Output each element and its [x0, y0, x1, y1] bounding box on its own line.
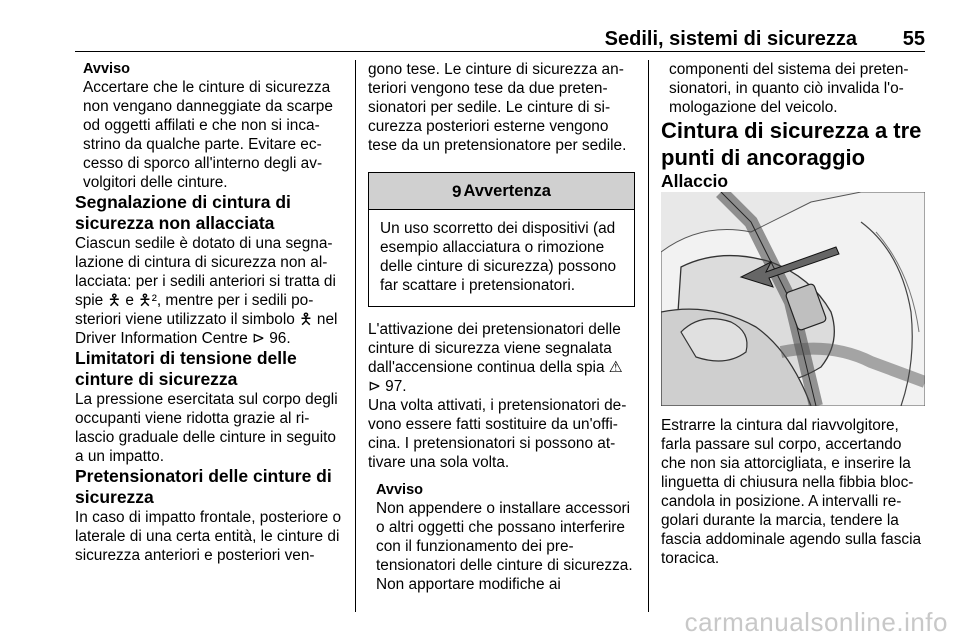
- warning-text: Un uso scorretto dei dispositivi (ad esempio allacciatura o rimozione delle cinture di sicurezza) possono far scattare i pretensionatori.: [380, 220, 617, 294]
- note-text: Accertare che le cinture di sicurezza non vengano danneggiate da scarpe od oggetti affilati e che non si incastrino da qualche parte. Evitare eccesso di sporco all'interno degli avvolgitori delle cinture.: [83, 79, 333, 191]
- column-2: [368, 60, 635, 594]
- heading-pretensioners: Pretensionatori delle cinture di sicurezza: [75, 466, 332, 507]
- warning-header: [369, 173, 634, 210]
- note-title-2: Avviso: [376, 482, 424, 498]
- load-limiters-text: La pressione esercitata sul corpo degli occupanti viene ridotta grazie al rilascio graduale delle cinture in seguito a un impatto.: [75, 391, 338, 465]
- fastening-text: Estrarre la cintura dal riavvolgitore, farla passare sul corpo, accertando che non sia attorcigliata, e inserire la linguetta di chiusura nella fibbia bloccandola in posizione. A intervalli regolari durante la marcia, tendere la fascia addominale agendo sulla fascia toracica.: [661, 417, 922, 567]
- heading-three-point-belt: Cintura di sicurezza a tre punti di ancoraggio: [661, 118, 922, 170]
- note-continued: [661, 60, 928, 117]
- note-title: Avviso: [83, 61, 131, 77]
- page-number: 55: [902, 28, 925, 50]
- note-box-2: [368, 481, 635, 594]
- note-box: [75, 60, 342, 192]
- column-1: [75, 60, 342, 565]
- warning-icon: 9: [452, 181, 462, 201]
- warning-box: [368, 172, 635, 307]
- column-divider-2: [648, 60, 649, 612]
- replacement-text: Una volta attivati, i pretensionatori devono essere fatti sostituire da un'officina. I pretensionatori si possono attivare una sola volta.: [368, 397, 627, 471]
- pretensioners-text: In caso di impatto frontale, posteriore o laterale di una certa entità, le cinture di sicurezza anteriori e posteriori ven-: [75, 509, 342, 564]
- heading-fastening: Allaccio: [661, 171, 729, 191]
- column-divider-1: [355, 60, 356, 612]
- seat-belt-drawing: [661, 192, 925, 406]
- watermark: carmanualsonline.info: [684, 607, 948, 637]
- heading-belt-reminder: Segnalazione di cintura di sicurezza non allacciata: [75, 192, 291, 233]
- note-continued-text: componenti del sistema dei pretensionatori, in quanto ciò invalida l'omologazione del veicolo.: [669, 61, 909, 116]
- pretensioners-continued-text: gono tese. Le cinture di sicurezza anteriori vengono tese da due pretensionatori per sedile. Le cinture di sicurezza posteriori esterne vengono tese da un pretensionatore per sedile.: [368, 61, 627, 154]
- seat-belt-illustration: [661, 192, 925, 406]
- heading-load-limiters: Limitatori di tensione delle cinture di sicurezza: [75, 348, 297, 389]
- note-text-2: Non appendere o installare accessori o altri oggetti che possano interferire con il funzionamento dei pretensionatori delle cinture di sicurezza. Non apportare modifiche ai: [376, 500, 633, 593]
- running-title: Sedili, sistemi di sicurezza: [604, 28, 857, 50]
- belt-reminder-text: Ciascun sedile è dotato di una segnalazione di cintura di sicurezza non allacciata: per i sedili anteriori si tratta di spie 🯅 e 🯅², mentre per i sedili posteriori viene utilizzato il simbolo 🯅 nel Driver Information Centre ⊳ 96.: [75, 235, 338, 347]
- header-rule: [75, 51, 925, 52]
- warning-title: Avvertenza: [463, 181, 551, 200]
- page-header: [75, 28, 925, 52]
- activation-text: L'attivazione dei pretensionatori delle cinture di sicurezza viene segnalata dall'accensione continua della spia ⚠ ⊳ 97.: [368, 321, 623, 395]
- column-3: [661, 60, 928, 568]
